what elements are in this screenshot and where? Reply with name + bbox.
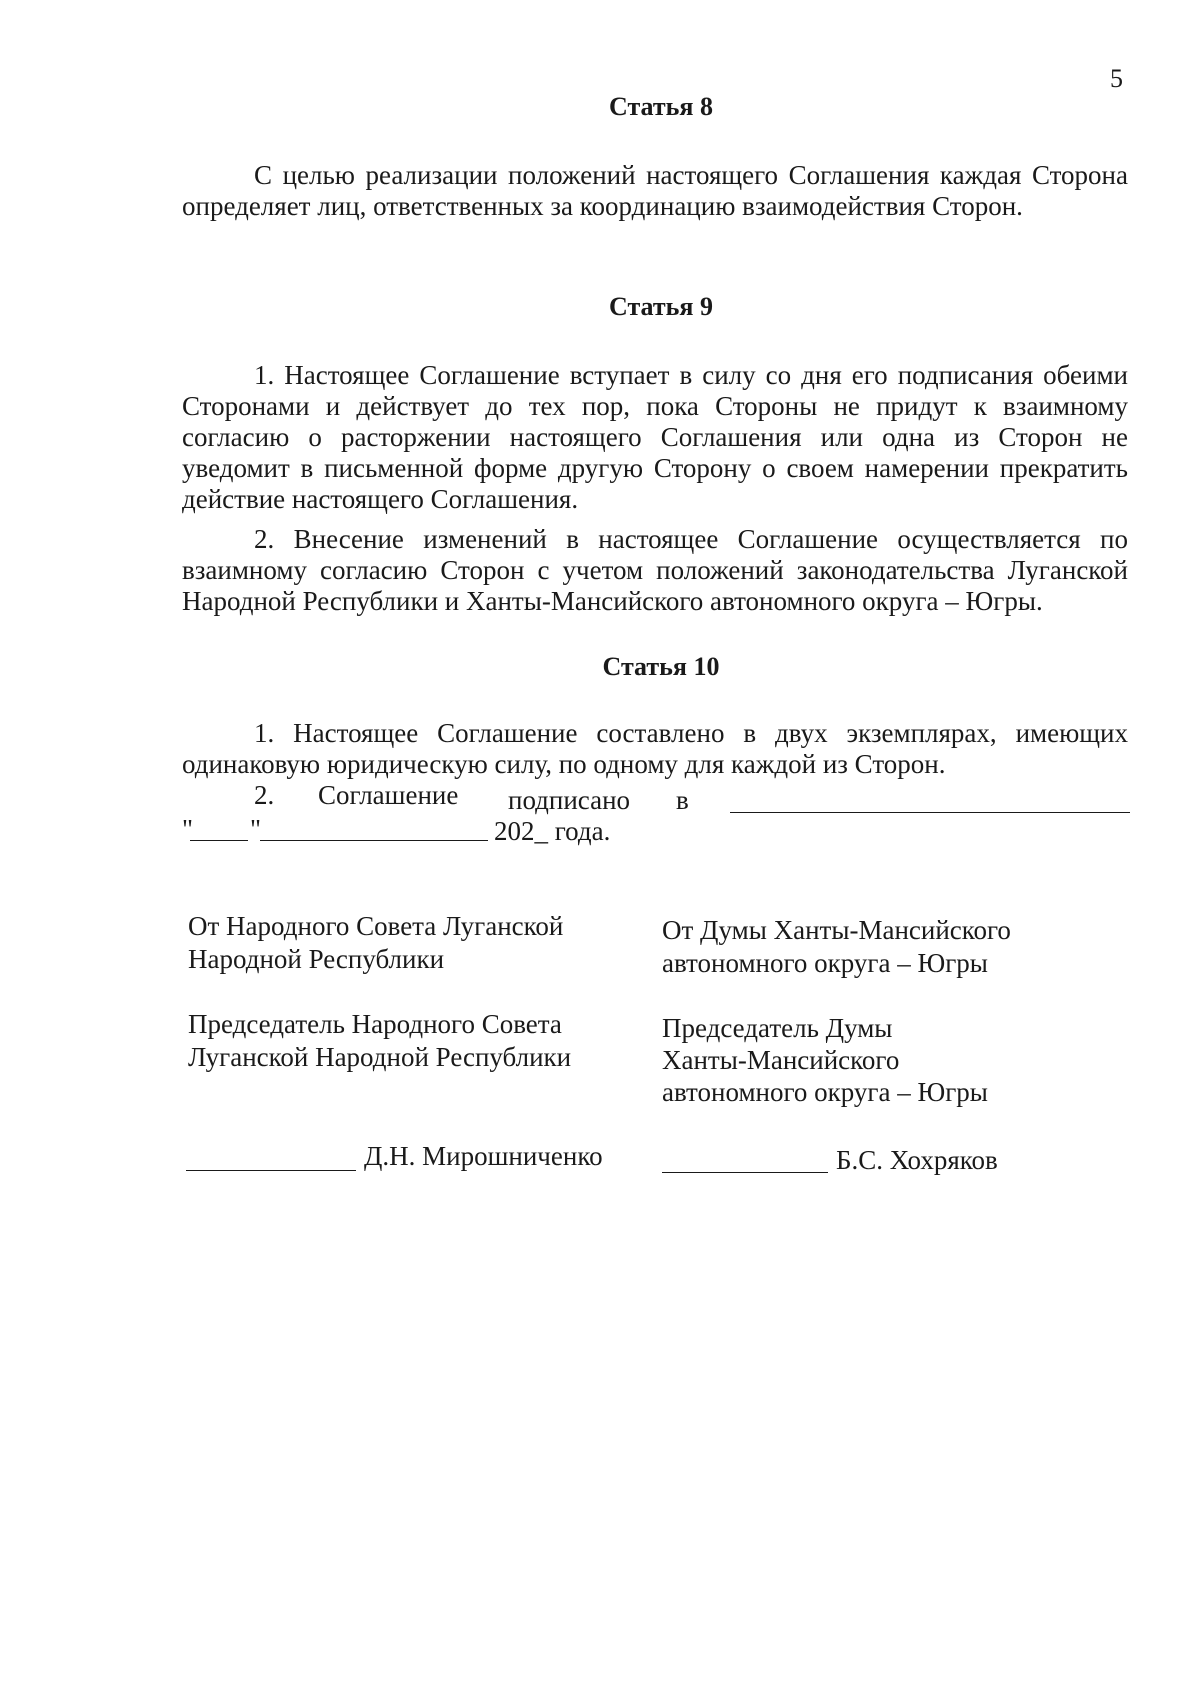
article-8-text: С целью реализации положений настоящего Соглашения каждая Сторона определяет лиц, ответственных за координацию взаимодействия Сторон. — [182, 160, 1128, 221]
left-signatory-name: Д.Н. Мирошниченко — [364, 1141, 603, 1171]
right-party-from: От Думы Ханты-Мансийского автономного округа – Югры — [662, 915, 1011, 978]
right-signatory-name: Б.С. Хохряков — [836, 1145, 998, 1175]
place-blank-line — [730, 790, 1130, 813]
article-9-title: Статья 9 — [609, 292, 713, 321]
article-10-title: Статья 10 — [602, 652, 720, 681]
date-quote-open: " — [182, 814, 194, 844]
right-party-title-line-3: автономного округа – Югры — [662, 1077, 988, 1107]
word-agreement: Соглашение — [318, 780, 459, 810]
right-party-title-line-2: Ханты-Мансийского — [662, 1045, 900, 1075]
left-signature-line — [186, 1148, 356, 1171]
article-10-paragraph-1: 1. Настоящее Соглашение составлено в двух экземплярах, имеющих одинаковую юридическую силу, по одному для каждой из Сторон. — [182, 718, 1128, 779]
article-8-title: Статья 8 — [609, 92, 713, 121]
word-in: в — [676, 785, 689, 815]
day-blank-line — [190, 818, 248, 841]
paragraph-number: 2. — [254, 780, 275, 810]
right-signature-line — [662, 1150, 828, 1173]
left-party-title: Председатель Народного Совета Луганской Народной Республики — [188, 1009, 572, 1072]
right-party-title-line-1: Председатель Думы — [662, 1013, 893, 1043]
left-party-from: От Народного Совета Луганской Народной Республики — [188, 911, 564, 974]
month-blank-line — [260, 818, 488, 841]
article-9-paragraph-1: 1. Настоящее Соглашение вступает в силу со дня его подписания обеими Сторонами и действует до тех пор, пока Стороны не придут к взаимному согласию о расторжении настоящего Соглашения или одна из Сторон не уведомит в письменной форме другую Сторону о своем намерении прекратить действие настоящего Соглашения. — [182, 360, 1128, 514]
date-quote-close: " — [250, 814, 262, 844]
word-signed: подписано — [508, 785, 631, 815]
date-year-suffix: 202_ года. — [494, 816, 611, 846]
page-number: 5 — [1110, 64, 1123, 93]
article-9-paragraph-2: 2. Внесение изменений в настоящее Соглашение осуществляется по взаимному согласию Сторон с учетом положений законодательства Луганской Народной Республики и Ханты-Мансийского автономного округа – Югры. — [182, 524, 1128, 616]
